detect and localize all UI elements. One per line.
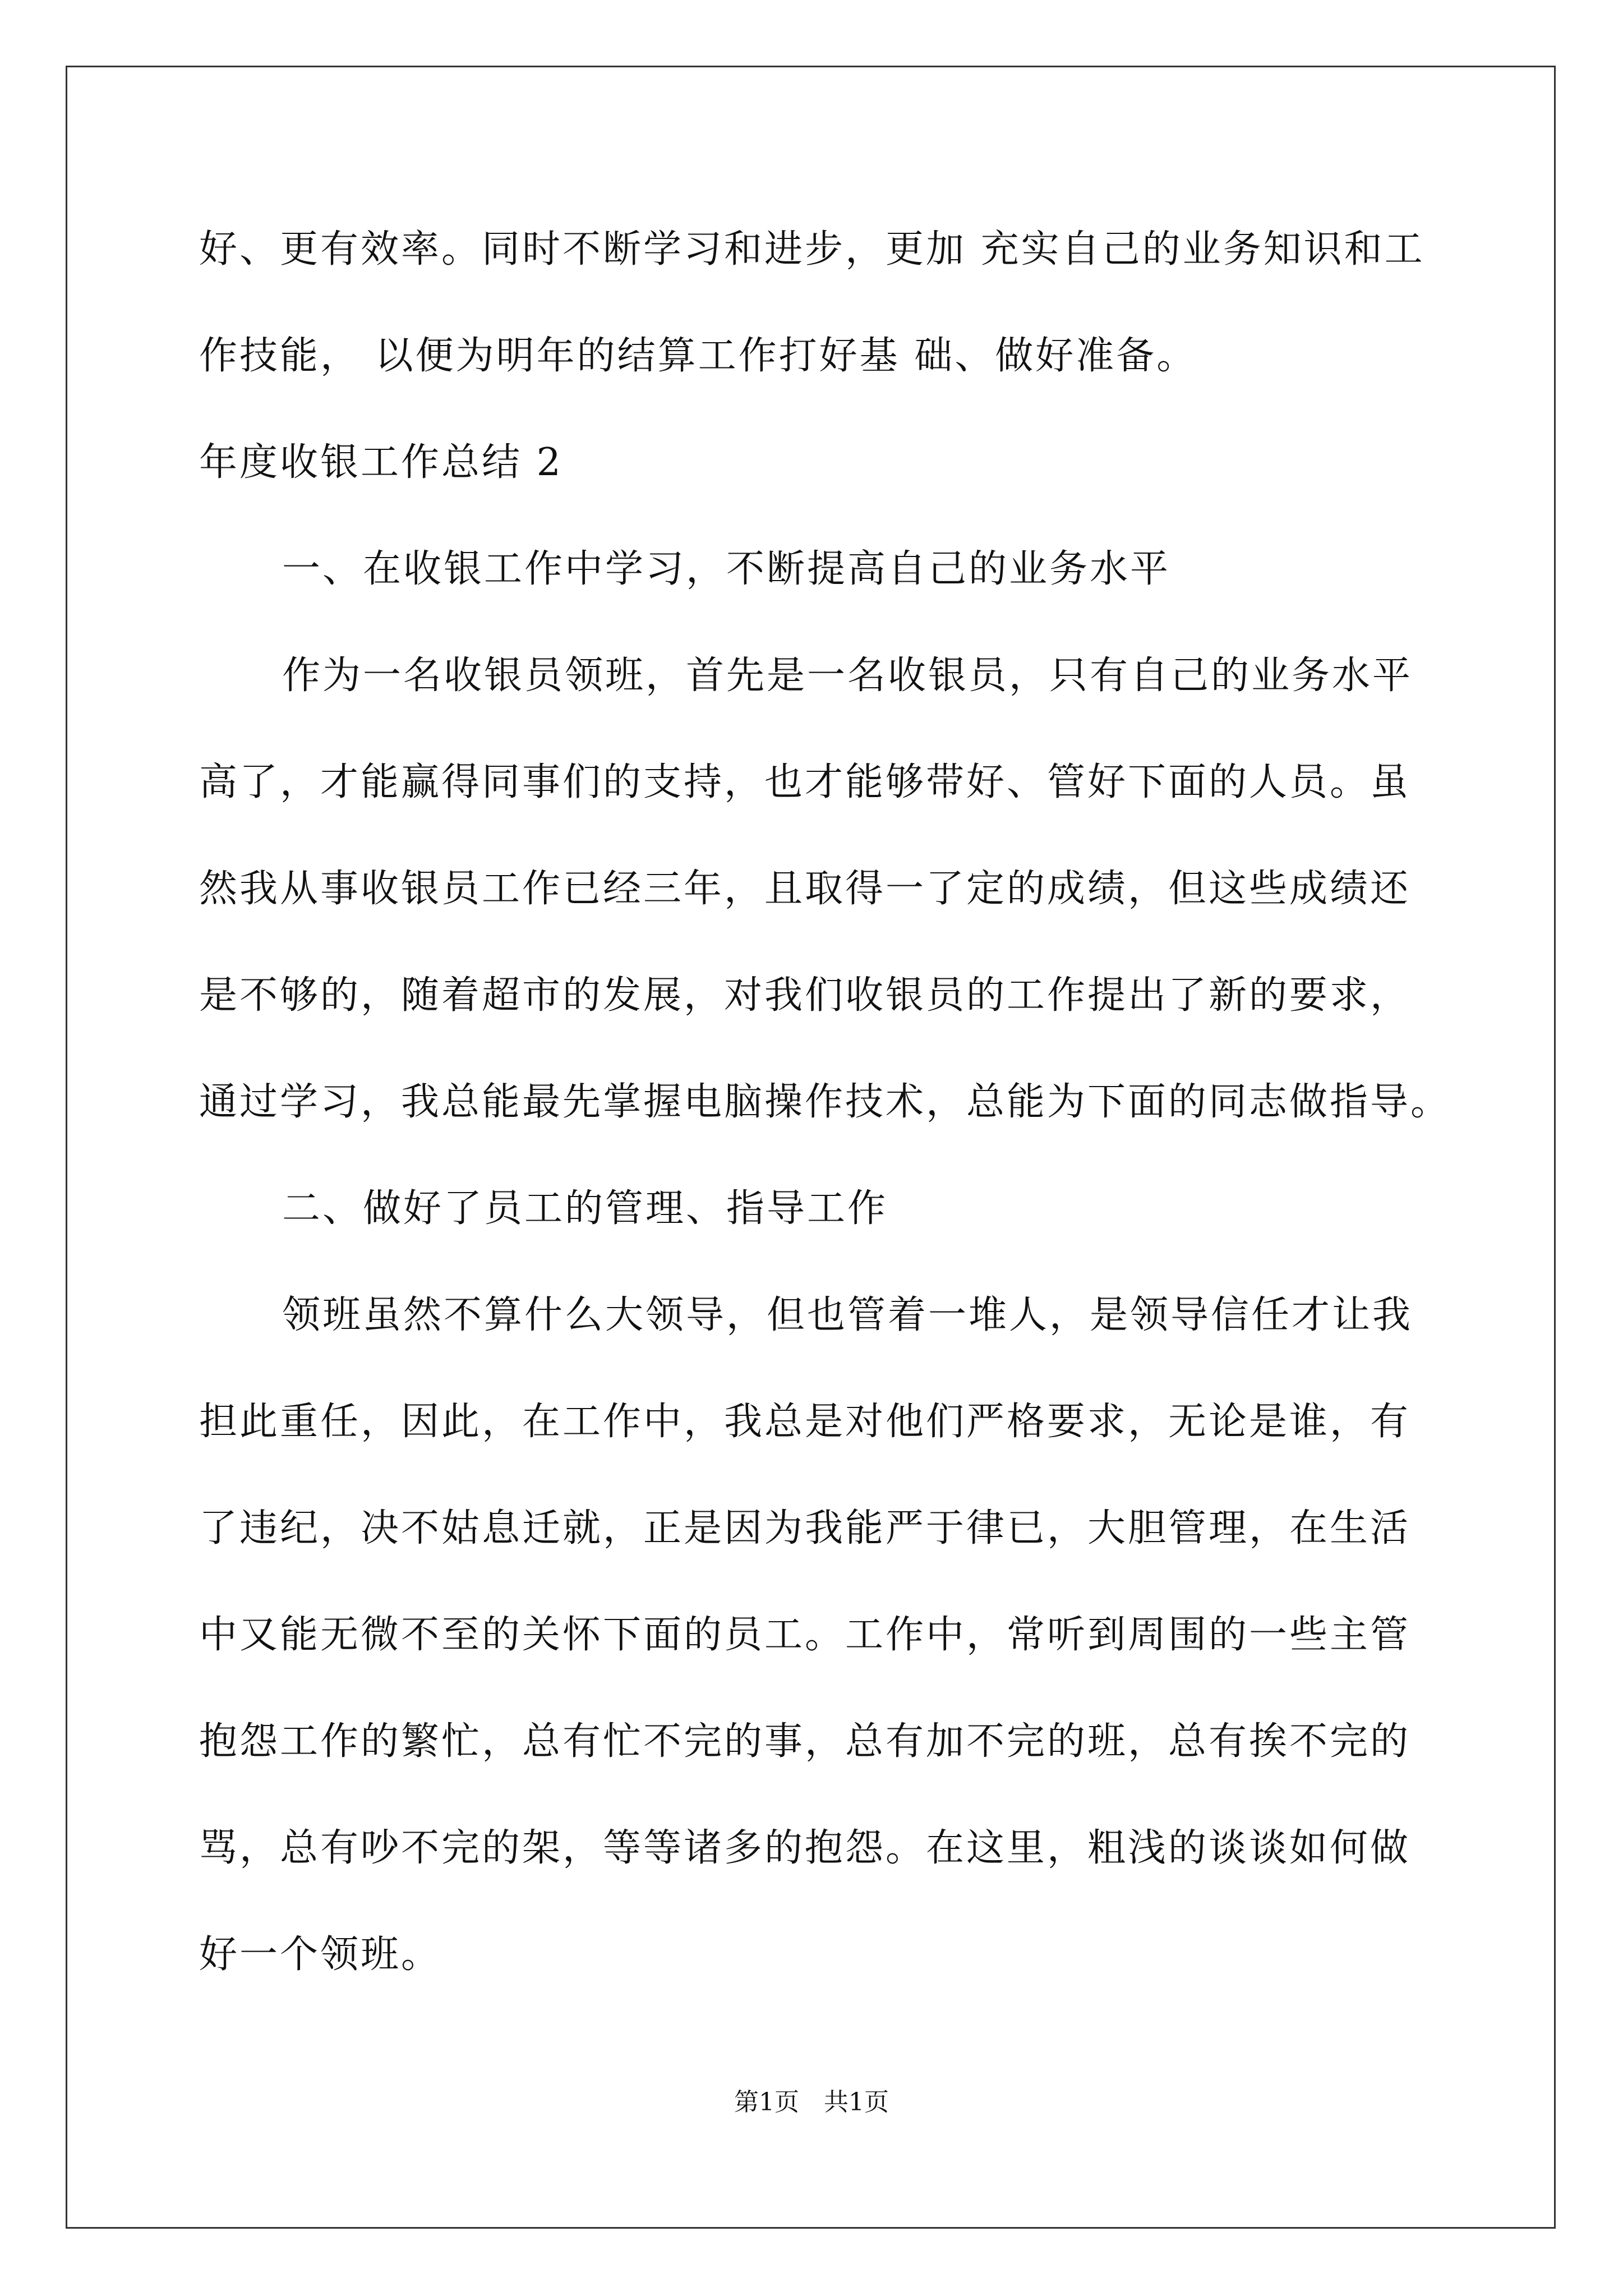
- paragraph-line: 通过学习，我总能最先掌握电脑操作技术，总能为下面的同志做指导。: [199, 1080, 1451, 1124]
- section-heading: 一、在收银工作中学习，不断提高自己的业务水平: [282, 547, 1171, 591]
- paragraph-line: 作为一名收银员领班，首先是一名收银员，只有自己的业务水平: [282, 654, 1413, 698]
- paragraph-line: 高了，才能赢得同事们的支持，也才能够带好、管好下面的人员。虽: [199, 760, 1411, 804]
- paragraph-line: 好一个领班。: [199, 1932, 442, 1977]
- paragraph-line: 担此重任，因此，在工作中，我总是对他们严格要求，无论是谁，有: [199, 1400, 1411, 1444]
- paragraph-line: 中又能无微不至的关怀下面的员工。工作中，常听到周围的一些主管: [199, 1613, 1411, 1657]
- paragraph-line: 然我从事收银员工作已经三年，且取得一了定的成绩，但这些成绩还: [199, 867, 1411, 911]
- paragraph-line: 是不够的，随着超市的发展，对我们收银员的工作提出了新的要求，: [199, 973, 1411, 1018]
- text-line: 好、更有效率。同时不断学习和进步，更加 充实自己的业务知识和工: [199, 227, 1425, 272]
- section-title: 年度收银工作总结 2: [199, 440, 563, 485]
- page-border: [66, 66, 1556, 2229]
- paragraph-line: 骂，总有吵不完的架，等等诸多的抱怨。在这里，粗浅的谈谈如何做: [199, 1826, 1411, 1870]
- page-number: 第1页 共1页: [734, 2088, 889, 2116]
- text-line: 作技能， 以便为明年的结算工作打好基 础、做好准备。: [199, 334, 1197, 378]
- paragraph-line: 抱怨工作的繁忙，总有忙不完的事，总有加不完的班，总有挨不完的: [199, 1719, 1411, 1764]
- paragraph-line: 了违纪，决不姑息迁就，正是因为我能严于律已，大胆管理，在生活: [199, 1506, 1411, 1550]
- section-heading: 二、做好了员工的管理、指导工作: [282, 1186, 888, 1231]
- paragraph-line: 领班虽然不算什么大领导，但也管着一堆人，是领导信任才让我: [282, 1293, 1413, 1337]
